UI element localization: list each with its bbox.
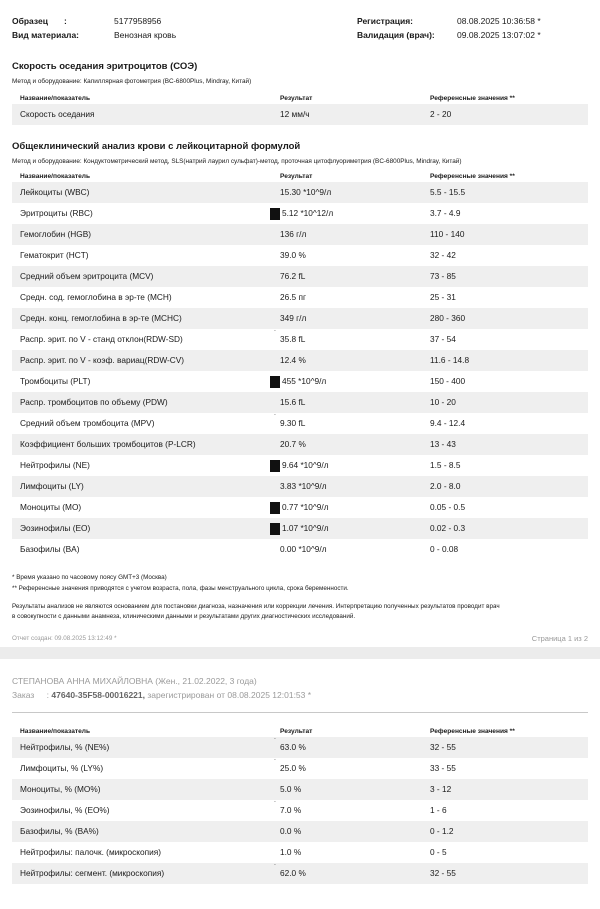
table-row [12,371,588,392]
p2-col-name: Название/показатель [20,728,91,735]
row-ref: 5.5 - 15.5 [430,187,466,197]
row-ref: 33 - 55 [430,763,456,773]
page-number: Страница 1 из 2 [531,634,588,643]
row-name: Эритроциты (RBC) [20,208,93,218]
row-ref: 13 - 43 [430,439,456,449]
table-row [12,182,588,203]
p2-col-ref: Референсные значения ** [430,728,515,735]
disclaimer-line2: в совокупности с данными анамнеза, клиническими данными и результатами других диагностических исследований. [12,613,356,620]
row-result: 9.64 *10^9/л [282,460,329,470]
row-result: 15.30 *10^9/л [280,187,332,197]
row-result: 39.0 % [280,250,306,260]
row-ref: 1.5 - 8.5 [430,460,461,470]
row-name: Тромбоциты (PLT) [20,376,91,386]
row-result: 35.8 fL [280,334,306,344]
redacted-marker [270,376,280,388]
row-result: 0.77 *10^9/л [282,502,329,512]
row-ref: 0 - 5 [430,847,447,857]
row-ref: 3 - 12 [430,784,452,794]
cbc-col-result: Результат [280,173,313,180]
row-result: 15.6 fL [280,397,306,407]
row-result: 1.07 *10^9/л [282,523,329,533]
table-row [12,308,588,329]
row-ref: 37 - 54 [430,334,456,344]
row-name: Нейтрофилы, % (NE%) [20,742,110,752]
row-ref: 10 - 20 [430,397,456,407]
cbc-method: Метод и оборудование: Кондуктометрический метод, SLS(натрий лаурил сульфат)-метод, проточная цитофлуориметрия (BC-6800Plus, Mindray, Китай) [12,158,462,165]
row-name: Эозинофилы, % (EO%) [20,805,110,815]
row-ref: 0.02 - 0.3 [430,523,466,533]
cbc-title: Общеклинический анализ крови с лейкоцитарной формулой [12,141,301,152]
row-result: 136 г/л [280,229,307,239]
esr-col-name: Название/показатель [20,95,91,102]
esr-method: Метод и оборудование: Капиллярная фотометрия (BC-6800Plus, Mindray, Китай) [12,78,252,85]
row-result: 5.0 % [280,784,302,794]
row-result: 26.5 пг [280,292,306,302]
table-row [12,245,588,266]
table-row [12,758,588,779]
p2-table [12,737,588,884]
patient-name: СТЕПАНОВА АННА МИХАЙЛОВНА (Жен., 21.02.2022, 3 года) [12,676,257,686]
row-ref: 280 - 360 [430,313,466,323]
table-row [12,350,588,371]
row-result: 12.4 % [280,355,306,365]
cbc-col-name: Название/показатель [20,173,91,180]
redacted-marker [270,208,280,220]
row-name: Средний объем тромбоцита (MPV) [20,418,155,428]
row-name: Распр. тромбоцитов по объему (PDW) [20,397,168,407]
sample-colon: : [64,16,67,26]
row-ref: 3.7 - 4.9 [430,208,461,218]
table-row [12,329,588,350]
divider [12,712,588,713]
row-name: Скорость оседания [20,109,95,119]
order-colon: : [46,690,50,700]
redacted-marker [270,502,280,514]
row-name: Гемоглобин (HGB) [20,229,92,239]
order-registered: зарегистрирован от 08.08.2025 12:01:53 * [147,690,312,700]
row-result: 1.0 % [280,847,302,857]
table-row [12,821,588,842]
row-result: 25.0 % [280,763,306,773]
table-row [12,413,588,434]
row-ref: 9.4 - 12.4 [430,418,466,428]
table-row [12,539,588,560]
row-result: 76.2 fL [280,271,306,281]
flag-mark: ˙ [274,329,277,338]
table-row [12,203,588,224]
row-ref: 110 - 140 [430,229,465,239]
validation-label: Валидация (врач): [357,30,435,40]
row-name: Средн. конц. гемоглобина в эр-те (MCHC) [20,313,182,323]
row-result: 0.00 *10^9/л [280,544,327,554]
row-ref: 32 - 55 [430,868,456,878]
row-result: 5.12 *10^12/л [282,208,334,218]
table-row [12,104,588,125]
order-number: 47640-35F58-00016221, [51,690,146,700]
material-label: Вид материала: [12,30,80,40]
flag-mark: ˙ [274,863,277,872]
row-ref: 25 - 31 [430,292,456,302]
row-result: 455 *10^9/л [282,376,327,386]
redacted-marker [270,460,280,472]
flag-mark: ˙ [274,413,277,422]
row-ref: 150 - 400 [430,376,466,386]
table-row [12,287,588,308]
row-name: Средний объем эритроцита (MCV) [20,271,154,281]
sample-value: 5177958956 [114,16,162,26]
row-result: 0.0 % [280,826,302,836]
row-result: 62.0 % [280,868,306,878]
registration-label: Регистрация: [357,16,414,26]
row-name: Эозинофилы (EO) [20,523,91,533]
row-name: Нейтрофилы: сегмент. (микроскопия) [20,868,165,878]
table-row [12,737,588,758]
row-name: Нейтрофилы (NE) [20,460,90,470]
validation-value: 09.08.2025 13:07:02 * [457,30,541,40]
row-name: Лимфоциты, % (LY%) [20,763,104,773]
table-row [12,455,588,476]
table-row [12,224,588,245]
row-name: Нейтрофилы: палочк. (микроскопия) [20,847,162,857]
row-result: 7.0 % [280,805,302,815]
table-row [12,497,588,518]
row-result: 20.7 % [280,439,306,449]
row-name: Коэффициент больших тромбоцитов (P-LCR) [20,439,196,449]
row-ref: 32 - 42 [430,250,456,260]
row-ref: 2 - 20 [430,109,452,119]
table-row [12,266,588,287]
row-name: Лимфоциты (LY) [20,481,84,491]
row-name: Моноциты, % (MO%) [20,784,101,794]
p2-col-result: Результат [280,728,313,735]
row-result: 63.0 % [280,742,306,752]
row-ref: 1 - 6 [430,805,447,815]
row-result: 12 мм/ч [280,109,310,119]
row-name: Гематокрит (HCT) [20,250,89,260]
row-name: Лейкоциты (WBC) [20,187,90,197]
row-name: Базофилы (BA) [20,544,80,554]
table-row [12,476,588,497]
page-divider [0,647,600,659]
esr-title: Скорость оседания эритроцитов (СОЭ) [12,61,198,72]
cbc-table [12,182,588,560]
report-created: Отчет создан: 09.08.2025 13:12:49 * [12,635,117,642]
row-name: Средн. сод. гемоглобина в эр-те (MCH) [20,292,172,302]
registration-value: 08.08.2025 10:36:58 * [457,16,541,26]
row-name: Базофилы, % (BA%) [20,826,99,836]
row-ref: 73 - 85 [430,271,456,281]
row-result: 9.30 fL [280,418,306,428]
flag-mark: ˙ [274,758,277,767]
table-row [12,779,588,800]
row-ref: 11.6 - 14.8 [430,355,470,365]
row-name: Распр. эрит. по V - станд отклон(RDW-SD) [20,334,183,344]
note-timezone: * Время указано по часовому поясу GMT+3 (Москва) [12,574,167,581]
redacted-marker [270,523,280,535]
row-name: Моноциты (MO) [20,502,82,512]
esr-table [12,104,588,125]
table-row [12,434,588,455]
esr-col-result: Результат [280,95,313,102]
table-row [12,392,588,413]
table-row [12,518,588,539]
flag-mark: ˙ [274,737,277,746]
row-name: Распр. эрит. по V - коэф. вариац(RDW-CV) [20,355,185,365]
note-reference: ** Референсные значения приводятся с учетом возраста, пола, фазы менструального цикла, срока беременности. [12,585,349,592]
material-value: Венозная кровь [114,30,177,40]
disclaimer-line1: Результаты анализов не являются основанием для постановки диагноза, назначения или коррекции лечения. Интерпретацию полученных результатов проводит врач [12,603,500,610]
flag-mark: ˙ [274,800,277,809]
row-result: 3.83 *10^9/л [280,481,327,491]
esr-col-ref: Референсные значения ** [430,95,515,102]
row-ref: 0.05 - 0.5 [430,502,466,512]
row-ref: 0 - 1.2 [430,826,454,836]
order-line [12,690,311,700]
row-ref: 2.0 - 8.0 [430,481,461,491]
table-row [12,800,588,821]
table-row [12,863,588,884]
row-ref: 0 - 0.08 [430,544,459,554]
table-row [12,842,588,863]
sample-label: Образец [12,16,48,26]
cbc-col-ref: Референсные значения ** [430,173,515,180]
row-ref: 32 - 55 [430,742,456,752]
row-result: 349 г/л [280,313,307,323]
order-label: Заказ [12,690,35,700]
